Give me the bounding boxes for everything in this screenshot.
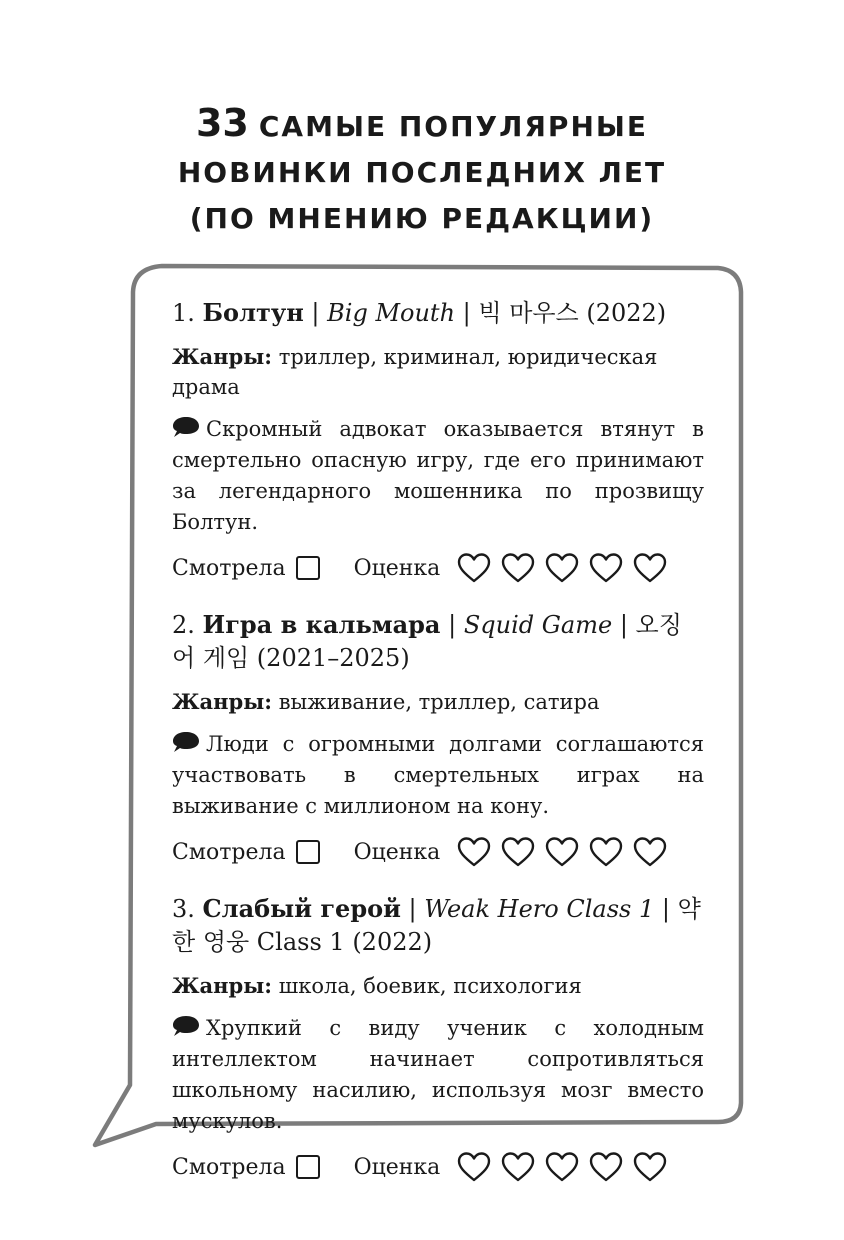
speech-bubble-icon	[172, 731, 200, 753]
entry-number: 1.	[172, 299, 195, 327]
genres-line	[172, 687, 704, 717]
rating-hearts	[456, 552, 668, 584]
drama-entry	[172, 892, 704, 1187]
title-number: 33	[195, 101, 249, 145]
title-english: Squid Game	[463, 611, 613, 639]
heart-icon[interactable]	[544, 836, 580, 868]
rating-row	[172, 832, 704, 872]
entry-number: 3.	[172, 895, 195, 923]
title-original: 약한 영웅 Class 1 (2022)	[172, 895, 701, 956]
title-line-3: (ПО МНЕНИЮ РЕДАКЦИИ)	[189, 202, 655, 235]
genres-value: школа, боевик, психология	[278, 974, 582, 998]
watched-checkbox[interactable]	[296, 1155, 320, 1179]
title-separator: |	[440, 611, 464, 639]
heart-icon[interactable]	[456, 836, 492, 868]
rating-hearts	[456, 1151, 668, 1183]
speech-bubble-icon	[172, 416, 200, 438]
heart-icon[interactable]	[588, 552, 624, 584]
rating-hearts	[456, 836, 668, 868]
entry-title	[172, 892, 704, 959]
title-original: 오징어 게임 (2021–2025)	[172, 611, 682, 672]
entry-title	[172, 608, 704, 675]
speech-bubble-icon	[172, 1015, 200, 1037]
entries-list	[172, 296, 704, 1207]
genres-value: выживание, триллер, сатира	[278, 690, 600, 714]
watched-checkbox[interactable]	[296, 840, 320, 864]
genres-line	[172, 971, 704, 1001]
heart-icon[interactable]	[544, 1151, 580, 1183]
rating-label: Оценка	[353, 555, 441, 581]
description	[172, 414, 704, 538]
title-separator: |	[303, 299, 328, 327]
watched-label: Смотрела	[172, 839, 286, 865]
title-english: Big Mouth	[327, 299, 456, 327]
heart-icon[interactable]	[456, 552, 492, 584]
watched-label: Смотрела	[172, 1154, 286, 1180]
heart-icon[interactable]	[456, 1151, 492, 1183]
genres-label: Жанры:	[172, 973, 273, 998]
genres-label: Жанры:	[172, 689, 273, 714]
rating-row	[172, 1147, 704, 1187]
watched-label: Смотрела	[172, 555, 286, 581]
rating-label: Оценка	[353, 839, 441, 865]
title-line-1-text: САМЫЕ ПОПУЛЯРНЫЕ	[258, 110, 649, 143]
title-russian: Слабый герой	[202, 894, 401, 923]
title-separator: |	[455, 299, 479, 327]
entry-number: 2.	[172, 611, 195, 639]
title-separator: |	[654, 895, 678, 923]
title-separator: |	[400, 895, 425, 923]
title-original: 빅 마우스 (2022)	[478, 299, 667, 327]
title-english: Weak Hero Class 1	[424, 895, 655, 923]
heart-icon[interactable]	[500, 1151, 536, 1183]
title-line-2: НОВИНКИ ПОСЛЕДНИХ ЛЕТ	[177, 156, 667, 189]
heart-icon[interactable]	[500, 552, 536, 584]
heart-icon[interactable]	[544, 552, 580, 584]
rating-label: Оценка	[353, 1154, 441, 1180]
heart-icon[interactable]	[500, 836, 536, 868]
heart-icon[interactable]	[588, 836, 624, 868]
entry-title	[172, 296, 704, 330]
drama-entry	[172, 608, 704, 872]
title-russian: Игра в кальмара	[202, 610, 441, 639]
watched-checkbox[interactable]	[296, 556, 320, 580]
heart-icon[interactable]	[632, 836, 668, 868]
rating-row	[172, 548, 704, 588]
description-text: Люди с огромными долгами соглашаются участвовать в смертельных играх на выживание с миллионом на кону.	[172, 732, 704, 818]
heart-icon[interactable]	[632, 552, 668, 584]
title-separator: |	[612, 611, 636, 639]
description	[172, 1013, 704, 1137]
heart-icon[interactable]	[588, 1151, 624, 1183]
genres-value: триллер, криминал, юридическая драма	[172, 345, 658, 399]
drama-entry	[172, 296, 704, 588]
description-text: Хрупкий с виду ученик с холодным интеллектом начинает сопротивляться школьному насилию, используя мозг вместо мускулов.	[172, 1016, 704, 1133]
genres-line	[172, 342, 704, 402]
genres-label: Жанры:	[172, 344, 273, 369]
title-russian: Болтун	[202, 298, 304, 327]
heart-icon[interactable]	[632, 1151, 668, 1183]
description-text: Скромный адвокат оказывается втянут в смертельно опасную игру, где его принимают за легендарного мошенника по прозвищу Болтун.	[172, 417, 704, 534]
description	[172, 729, 704, 822]
